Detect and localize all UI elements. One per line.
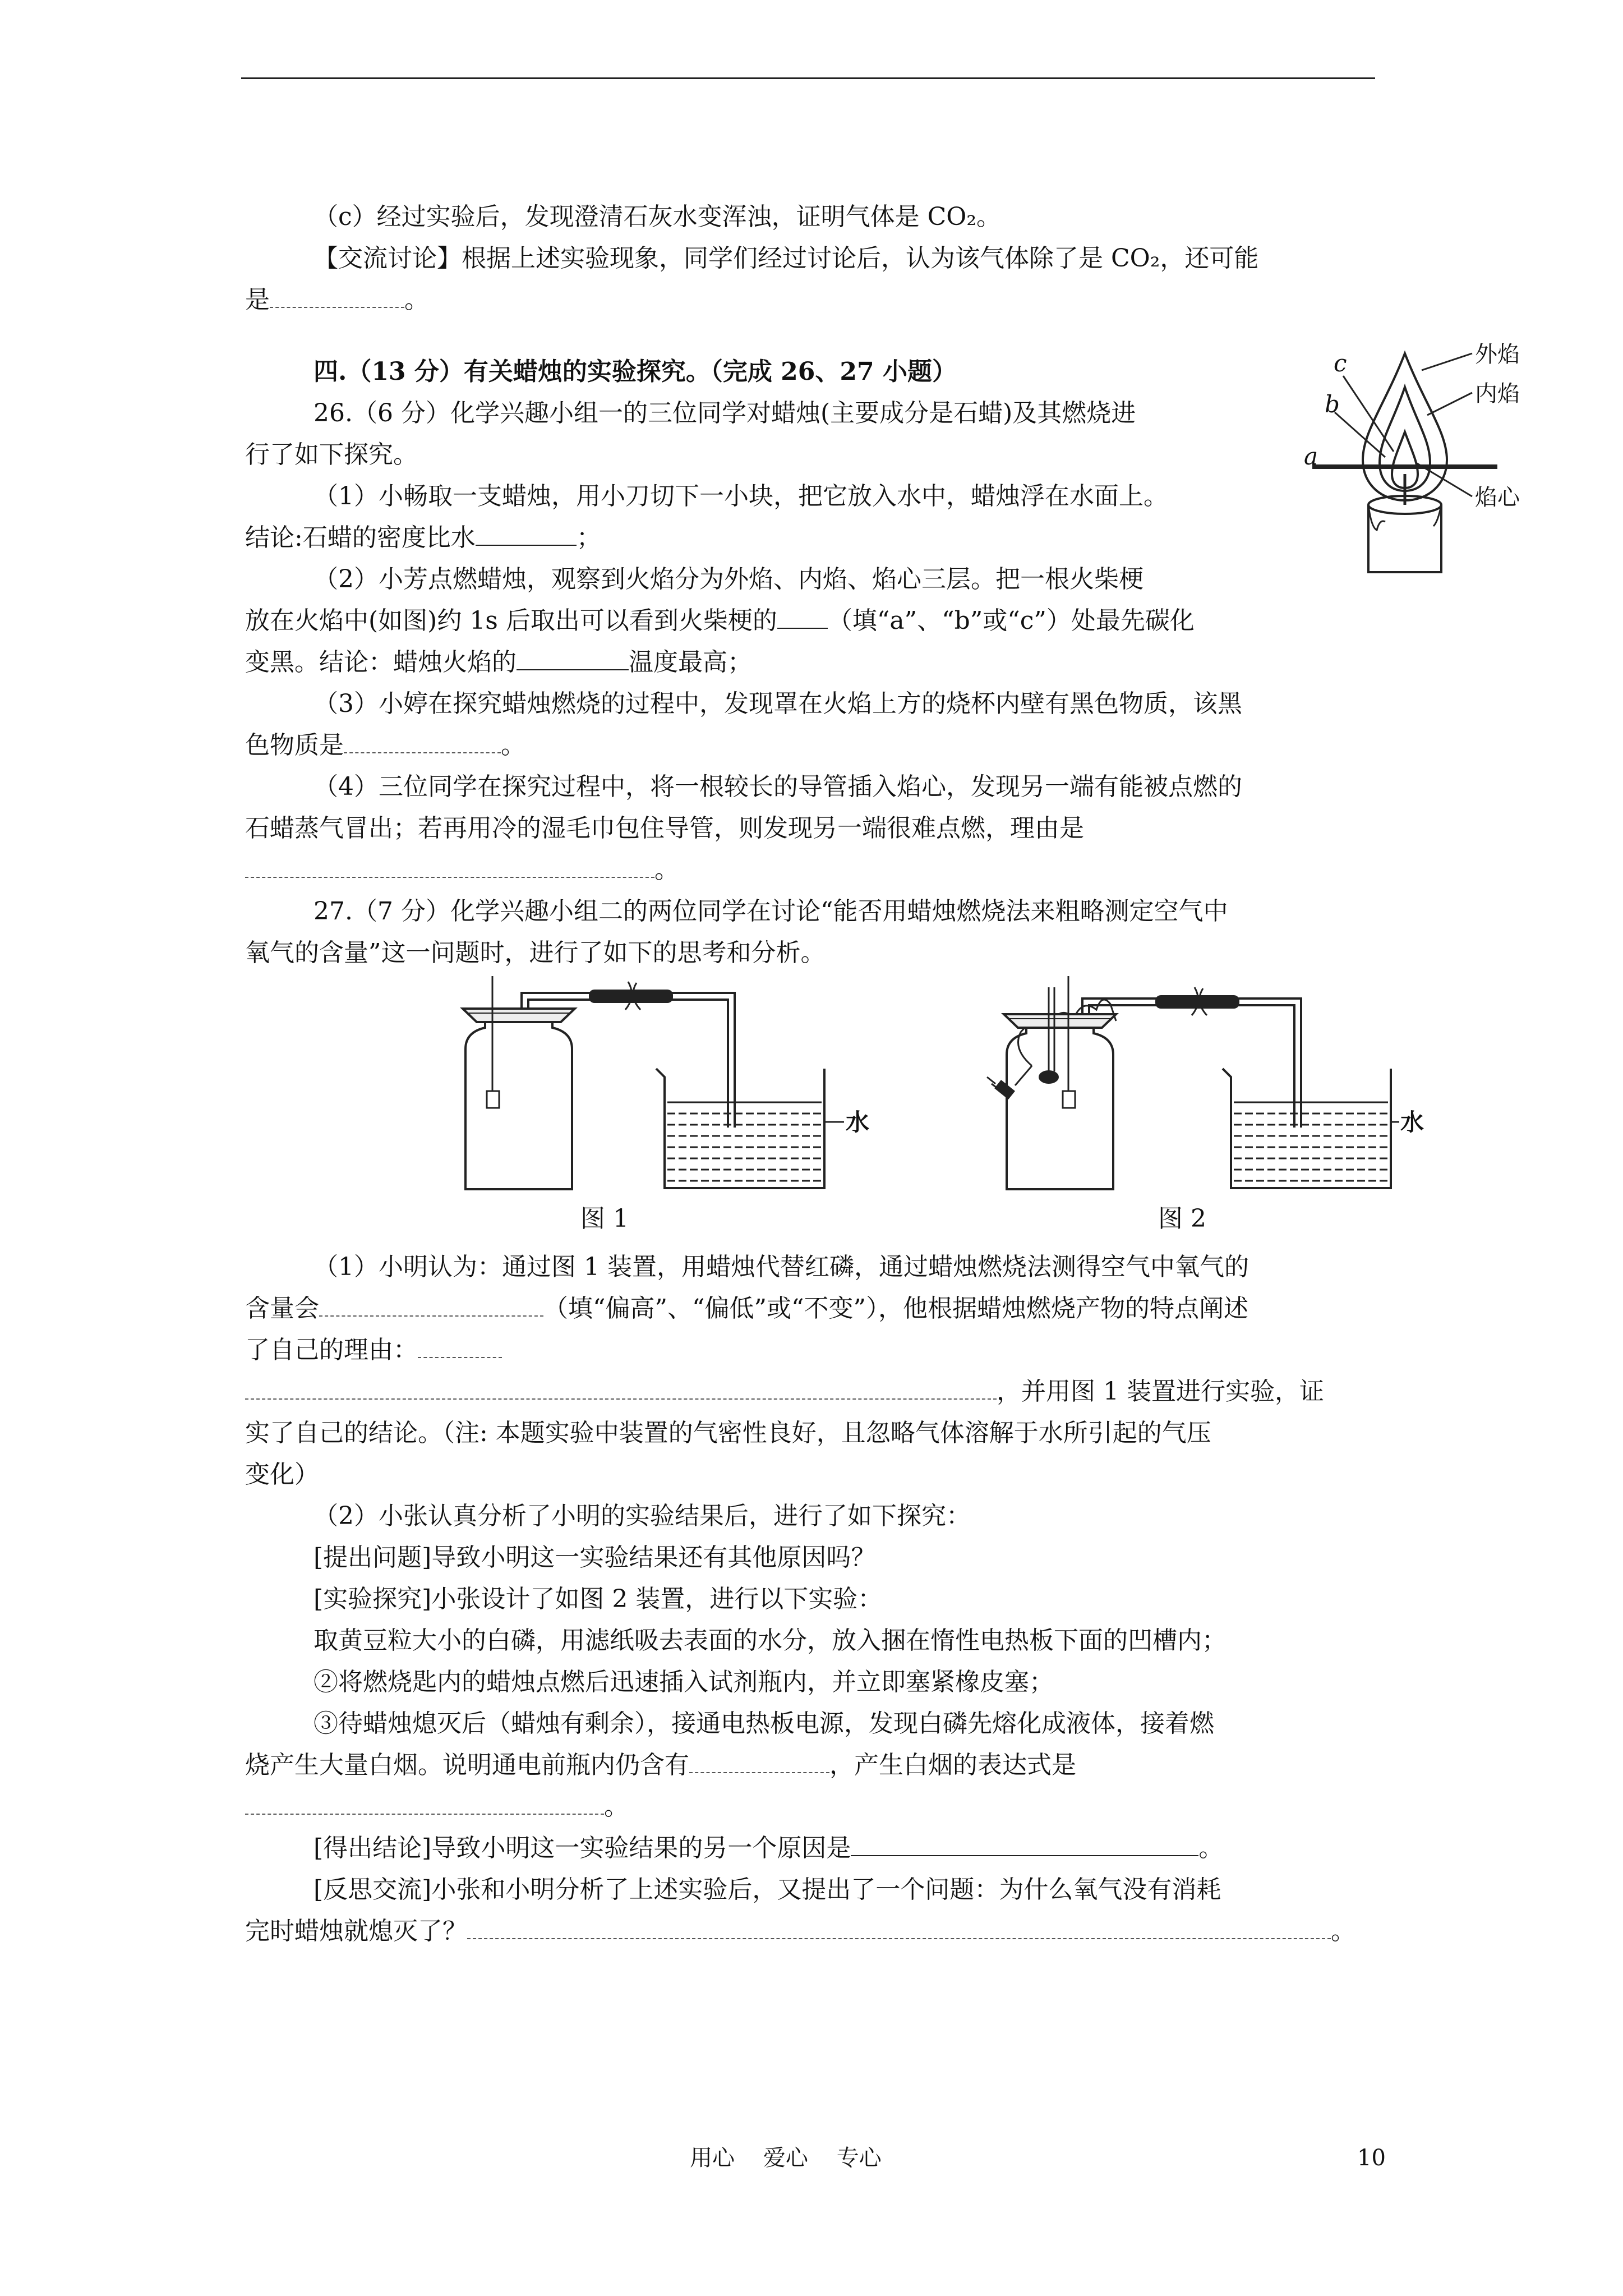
- figure-1-caption: 图 1: [580, 1204, 629, 1233]
- answer-blank[interactable]: [319, 1293, 543, 1317]
- q27-ask: [提出问题]导致小明这一实验结果还有其他原因吗？: [313, 1543, 876, 1572]
- q26-p1-b: 结论:石蜡的密度比水 ；: [245, 523, 601, 552]
- q27-p1-e: 实了自己的结论。（注: 本题实验中装置的气密性良好，且忽略气体溶解于水所引起的气压: [245, 1419, 1211, 1447]
- answer-blank[interactable]: [517, 647, 629, 670]
- page-number: 10: [1357, 2145, 1386, 2171]
- q27-intro-1: 27.（7 分）化学兴趣小组二的两位同学在讨论“能否用蜡烛燃烧法来粗略测定空气中: [313, 897, 1228, 926]
- q26-intro-1: 26.（6 分）化学兴趣小组一的三位同学对蜡烛(主要成分是石蜡)及其燃烧进: [313, 399, 1136, 427]
- top-line-2: 【交流讨论】根据上述实验现象，同学们经过讨论后，认为该气体除了是 CO₂，还可能: [313, 244, 1259, 273]
- q26-p4-c: 。: [245, 853, 679, 887]
- q27-step-2: ②将燃烧匙内的蜡烛点燃后迅速插入试剂瓶内，并立即塞紧橡皮塞；: [313, 1668, 1054, 1696]
- q27-step-3-b: 烧产生大量白烟。说明通电前瓶内仍含有 ，产生白烟的表达式是: [245, 1751, 1076, 1779]
- figure-2-caption: 图 2: [1158, 1204, 1206, 1233]
- top-line-3: 是 。: [245, 286, 429, 314]
- label-c: c: [1334, 349, 1347, 377]
- q27-explore: [实验探究]小张设计了如图 2 装置，进行以下实验：: [313, 1585, 883, 1613]
- q27-p1-d: ，并用图 1 装置进行实验，证: [245, 1375, 1324, 1409]
- answer-blank[interactable]: [245, 1376, 997, 1400]
- label-a: a: [1304, 443, 1318, 470]
- q26-p3-a: （3）小婷在探究蜡烛燃烧的过程中，发现罩在火焰上方的烧杯内壁有黑色物质，该黑: [313, 689, 1242, 718]
- q27-step-3-a: ③待蜡烛熄灭后（蜡烛有剩余），接通电热板电源，发现白磷先熔化成液体，接着燃: [313, 1709, 1214, 1738]
- q27-p1-f: 变化）: [245, 1460, 319, 1489]
- q27-p1-a: （1）小明认为：通过图 1 装置，用蜡烛代替红磷，通过蜡烛燃烧法测得空气中氧气的: [313, 1253, 1249, 1281]
- answer-blank[interactable]: [245, 854, 654, 878]
- q27-reflect-b: 完时蜡烛就熄灭了？ 。: [245, 1917, 1355, 1945]
- section-heading: 四.（13 分）有关蜡烛的实验探究。（完成 26、27 小题）: [313, 357, 957, 386]
- q27-p1-b: 含量会 （填“偏高”、“偏低”或“不变”），他根据蜡烛燃烧产物的特点阐述: [245, 1294, 1248, 1323]
- q27-p2: （2）小张认真分析了小明的实验结果后，进行了如下探究：: [313, 1502, 971, 1530]
- q26-p3-b: 色物质是 。: [245, 731, 525, 760]
- q26-p2-c: 变黑。结论：蜡烛火焰的 温度最高；: [245, 648, 752, 677]
- answer-blank[interactable]: [777, 605, 828, 629]
- q26-p4-a: （4）三位同学在探究过程中，将一根较长的导管插入焰心，发现另一端有能被点燃的: [313, 772, 1242, 801]
- q26-p2-b: 放在火焰中(如图)约 1s 后取出可以看到火柴梗的 （填“a”、“b”或“c”）处最先碳化: [245, 606, 1195, 635]
- answer-blank[interactable]: [467, 1916, 1331, 1939]
- answer-blank[interactable]: [270, 284, 404, 308]
- q26-p1-a: （1）小畅取一支蜡烛，用小刀切下一小块，把它放入水中，蜡烛浮在水面上。: [313, 482, 1168, 510]
- q26-p2-a: （2）小芳点燃蜡烛，观察到火焰分为外焰、内焰、焰心三层。把一根火柴梗: [313, 565, 1144, 593]
- answer-blank[interactable]: [245, 1791, 604, 1815]
- apparatus-figure-1: [432, 976, 869, 1200]
- q27-p1-c: 了自己的理由：: [245, 1333, 502, 1367]
- answer-blank[interactable]: [476, 522, 577, 546]
- q26-intro-2: 行了如下探究。: [245, 440, 418, 469]
- candle-flame-figure: [1301, 337, 1520, 578]
- label-outer-flame: 外焰: [1475, 342, 1520, 367]
- q27-reflect-a: [反思交流]小张和小明分析了上述实验后，又提出了一个问题：为什么氧气没有消耗: [313, 1875, 1221, 1904]
- answer-blank[interactable]: [418, 1335, 502, 1358]
- label-inner-flame: 内焰: [1475, 381, 1520, 407]
- water-label-1: 水: [846, 1108, 870, 1136]
- header-rule: [241, 77, 1375, 79]
- answer-blank[interactable]: [851, 1833, 1198, 1856]
- apparatus-figure-2: [953, 965, 1424, 1200]
- answer-blank[interactable]: [689, 1750, 829, 1773]
- answer-blank[interactable]: [344, 730, 501, 753]
- label-b: b: [1325, 390, 1340, 418]
- water-label-2: 水: [1400, 1108, 1424, 1136]
- q27-step-3-c: 。: [245, 1790, 629, 1824]
- q27-step-1: 取黄豆粒大小的白磷，用滤纸吸去表面的水分，放入捆在惰性电热板下面的凹槽内；: [313, 1626, 1227, 1655]
- label-flame-core: 焰心: [1475, 485, 1520, 510]
- q26-p4-b: 石蜡蒸气冒出；若再用冷的湿毛巾包住导管，则发现另一端很难点燃，理由是: [245, 814, 1084, 843]
- footer-motto: 用心 爱心 专心: [690, 2145, 882, 2171]
- q27-conclude: [得出结论]导致小明这一实验结果的另一个原因是 。: [313, 1834, 1224, 1862]
- top-line-1: （c）经过实验后，发现澄清石灰水变浑浊，证明气体是 CO₂。: [313, 203, 1002, 231]
- q27-intro-2: 氧气的含量”这一问题时，进行了如下的思考和分析。: [245, 938, 826, 967]
